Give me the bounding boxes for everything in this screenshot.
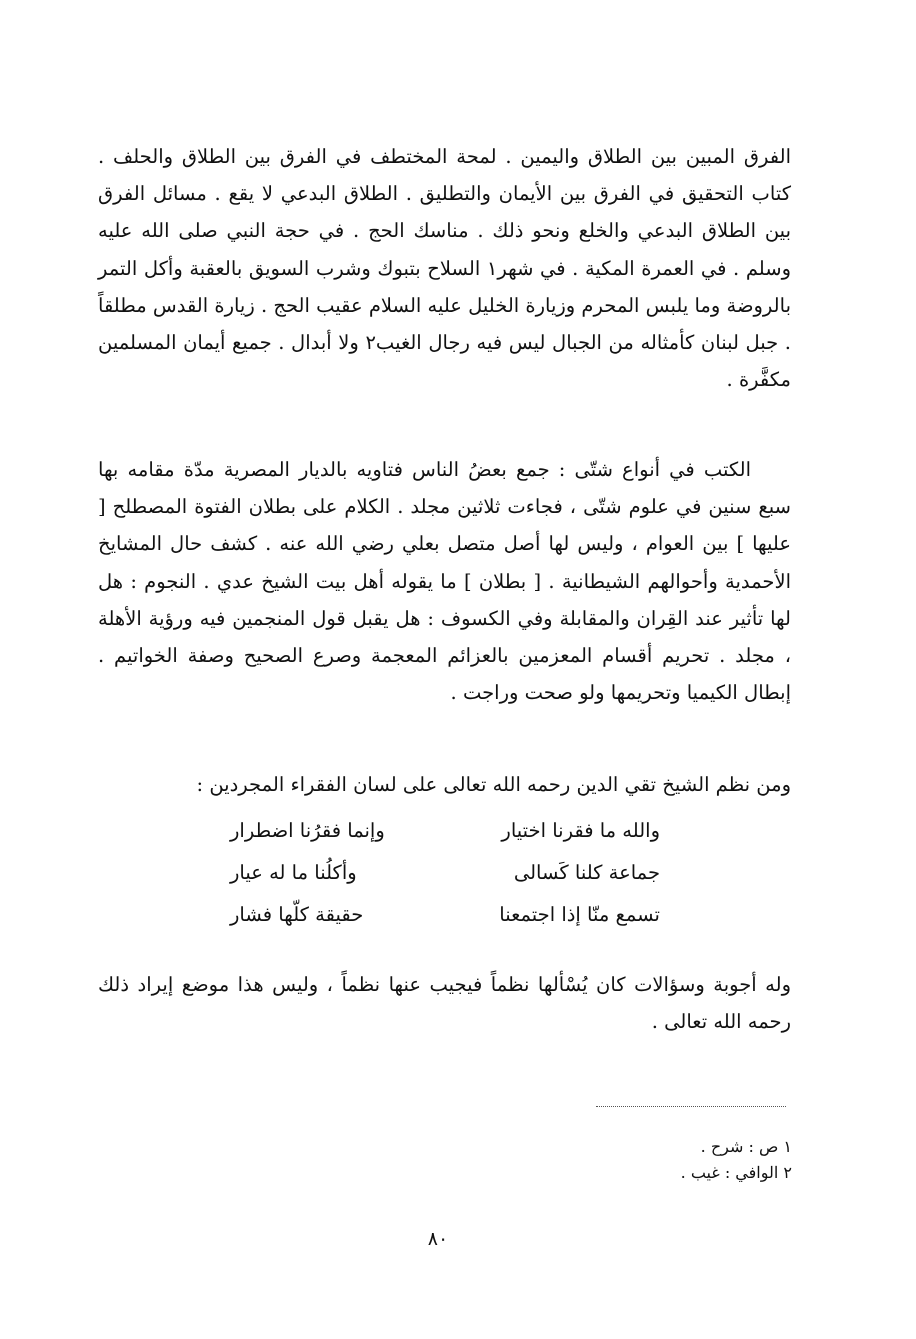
footnote-divider <box>596 1106 786 1107</box>
footnote-2: ٢ الوافي : غيب . <box>680 1163 792 1182</box>
poem-verse <box>230 810 660 852</box>
footnotes <box>500 1134 792 1186</box>
paragraph-poem-intro: ومن نظم الشيخ تقي الدين رحمه الله تعالى على لسان الفقراء المجردين : <box>196 773 791 796</box>
poem-verse <box>230 852 660 894</box>
footnote-1: ١ ص : شرح . <box>700 1137 792 1156</box>
poem-verse <box>230 894 660 936</box>
verse-second-hemistich: حقيقة كلّها فشار <box>230 903 364 926</box>
verse-first-hemistich: جماعة كلنا كَسالى <box>513 861 660 884</box>
paragraph-various-books: الكتب في أنواع شتّى : جمع بعضُ الناس فتاويه بالديار المصرية مدّة مقامه بها سبع سنين في علوم شتّى ، فجاءت ثلاثين مجلد . الكلام على بطلان الفتوة المصطلح [ عليها ] بين العوام ، وليس لها أصل متصل بعلي رضي الله عنه . كشف حال المشايخ الأحمدية وأحوالهم الشيطانية . [ بطلان ] ما يقوله أهل بيت الشيخ عدي . النجوم : هل لها تأثير عند القِران والمقابلة وفي الكسوف : هل يقبل قول المنجمين فيه ورؤية الأهلة ، مجلد . تحريم أقسام المعزمين بالعزائم المعجمة وصرع الصحيح وصفة الخواتيم . إبطال الكيميا وتحريمها ولو صحت وراجت . <box>98 458 791 705</box>
paragraph-book-list: الفرق المبين بين الطلاق واليمين . لمحة المختطف في الفرق بين الطلاق والحلف . كتاب التحقيق في الفرق بين الأيمان والتطليق . الطلاق البدعي لا يقع . مسائل الفرق بين الطلاق البدعي والخلع ونحو ذلك . مناسك الحج . في حجة النبي صلى الله عليه وسلم . في العمرة المكية . في شهر١ السلاح بتبوك وشرب السويق بالعقبة وأكل التمر بالروضة وما يلبس المحرم وزيارة الخليل عليه السلام عقيب الحج . زيارة القدس مطلقاً . جبل لبنان كأمثاله من الجبال ليس فيه رجال الغيب٢ ولا أبدال . جميع أيمان المسلمين مكفَّرة . <box>98 145 792 392</box>
verse-second-hemistich: وإنما فقرُنا اضطرار <box>230 819 385 842</box>
page-number: ٨٠ <box>427 1228 449 1250</box>
verse-first-hemistich: تسمع منّا إذا اجتمعنا <box>499 903 660 926</box>
verse-first-hemistich: والله ما فقرنا اختيار <box>501 819 660 842</box>
paragraph-closing: وله أجوبة وسؤالات كان يُسْألها نظماً فيجيب عنها نظماً ، وليس هذا موضع إيراد ذلك رحمه الله تعالى . <box>98 973 791 1034</box>
poem <box>230 810 660 936</box>
verse-second-hemistich: وأكلُنا ما له عيار <box>230 861 357 884</box>
